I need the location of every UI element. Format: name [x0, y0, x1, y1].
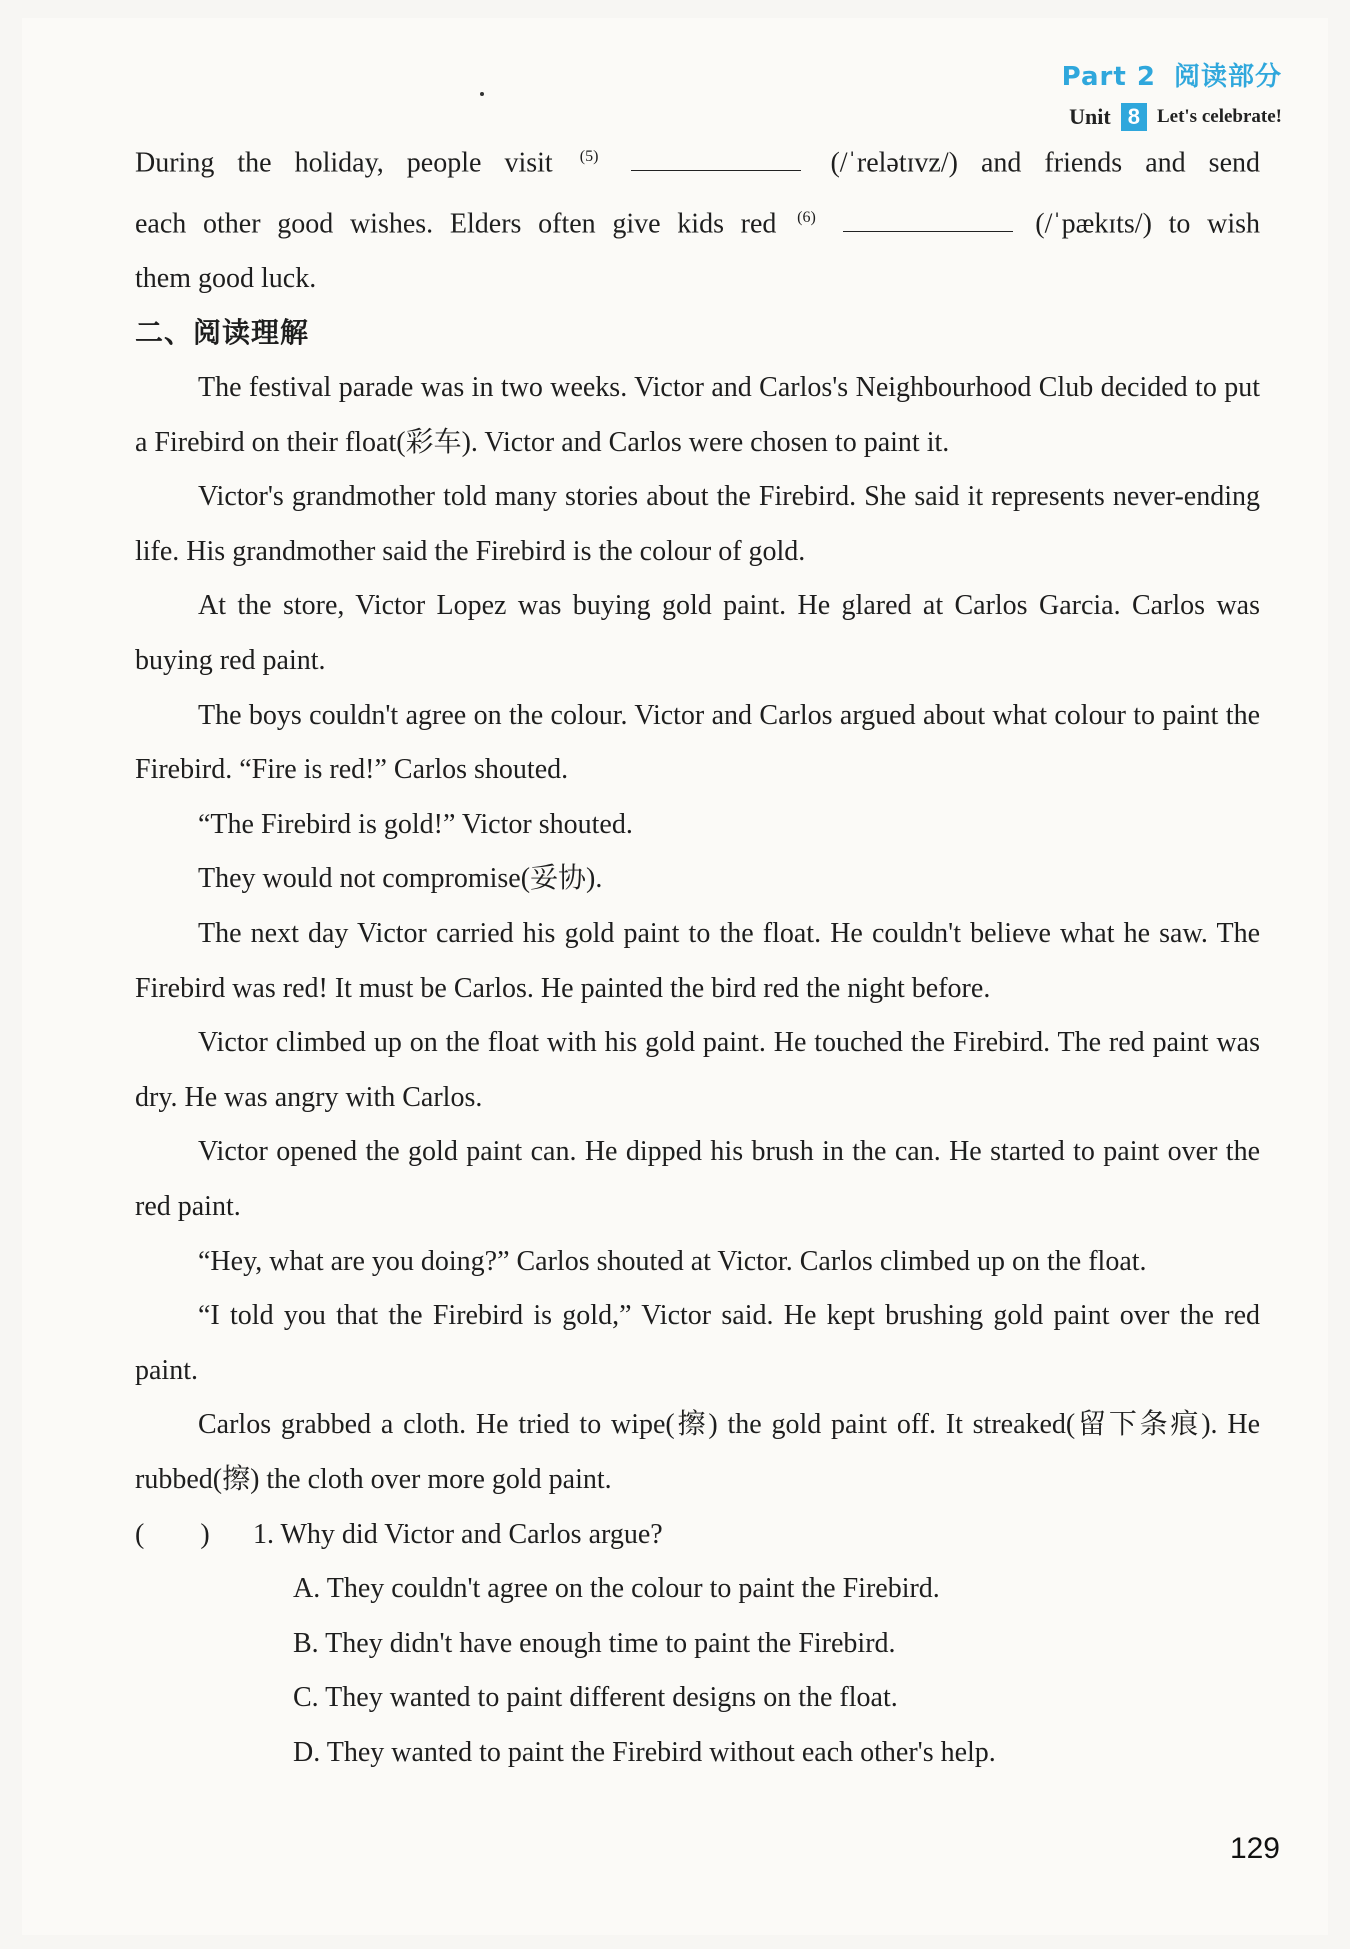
answer-parentheses[interactable]: ( ): [135, 1518, 210, 1550]
print-dot: [480, 92, 484, 96]
option-b: B. They didn't have enough time to paint the Firebird.: [293, 1627, 896, 1659]
blank-number: (6): [797, 208, 816, 226]
passage-paragraph: At the store, Victor Lopez was buying gold paint. He glared at Carlos Garcia. Carlos was buying red paint.: [135, 590, 1260, 676]
answer-blank-6[interactable]: [843, 209, 1013, 232]
answer-blank-5[interactable]: [631, 148, 801, 171]
passage-paragraph: They would not compromise(妥协).: [198, 863, 603, 895]
section-title: 二、阅读理解: [135, 316, 310, 350]
part-heading: [1054, 56, 1282, 93]
intro-text: During the holiday, people visit: [135, 147, 553, 179]
passage-paragraph: Victor opened the gold paint can. He dipped his brush in the can. He started to paint over the red paint.: [135, 1136, 1260, 1222]
option-a: A. They couldn't agree on the colour to paint the Firebird.: [293, 1573, 940, 1605]
page-number: 129: [1229, 1832, 1280, 1865]
passage-paragraph: “I told you that the Firebird is gold,” Victor said. He kept brushing gold paint over the red paint.: [135, 1300, 1260, 1386]
intro-line-2: [135, 191, 1260, 252]
phonetic-hint: (/ˈrelətɪvz/): [830, 147, 958, 179]
intro-line-1: [135, 130, 1260, 191]
option-c: C. They wanted to paint different designs on the float.: [293, 1682, 898, 1714]
unit-label: Unit: [1069, 104, 1111, 129]
main-content: [135, 130, 1260, 1780]
passage-paragraph: The next day Victor carried his gold paint to the float. He couldn't believe what he saw. The Firebird was red! It must be Carlos. He painted the bird red the night before.: [135, 917, 1260, 1004]
unit-heading: [1054, 103, 1282, 131]
passage-paragraph: Carlos grabbed a cloth. He tried to wipe(擦) the gold paint off. It streaked(留下条痕). He rubbed(擦) the cloth over more gold paint.: [135, 1409, 1260, 1495]
passage-paragraph: The boys couldn't agree on the colour. Victor and Carlos argued about what colour to paint the Firebird. “Fire is red!” Carlos shouted.: [135, 699, 1260, 786]
passage-paragraph: Victor's grandmother told many stories about the Firebird. She said it represents never-ending life. His grandmother said the Firebird is the colour of gold.: [135, 481, 1260, 567]
intro-text: to wish: [1168, 208, 1261, 240]
intro-line-3: them good luck.: [135, 262, 317, 294]
intro-text: and friends and send: [980, 147, 1260, 179]
intro-text: each other good wishes. Elders often give kids red: [135, 208, 777, 240]
unit-number-badge: 8: [1121, 103, 1147, 131]
part-label: Part 2: [1061, 62, 1156, 92]
passage-paragraph: The festival parade was in two weeks. Victor and Carlos's Neighbourhood Club decided to put a Firebird on their float(彩车). Victor and Carlos were chosen to paint it.: [135, 372, 1260, 458]
phonetic-hint: (/ˈpækɪts/): [1035, 208, 1152, 240]
passage-paragraph: “Hey, what are you doing?” Carlos shouted at Victor. Carlos climbed up on the float.: [198, 1245, 1147, 1277]
passage-paragraph: Victor climbed up on the float with his gold paint. He touched the Firebird. The red paint was dry. He was angry with Carlos.: [135, 1027, 1260, 1113]
part-title: 阅读部分: [1173, 62, 1282, 92]
unit-title: Let's celebrate!: [1156, 106, 1282, 127]
question-text: 1. Why did Victor and Carlos argue?: [253, 1518, 663, 1550]
option-d: D. They wanted to paint the Firebird without each other's help.: [293, 1736, 996, 1768]
page-header: [1054, 56, 1282, 131]
question-1: [135, 1508, 1260, 1563]
blank-number: (5): [579, 148, 599, 165]
passage-paragraph: “The Firebird is gold!” Victor shouted.: [198, 808, 633, 840]
